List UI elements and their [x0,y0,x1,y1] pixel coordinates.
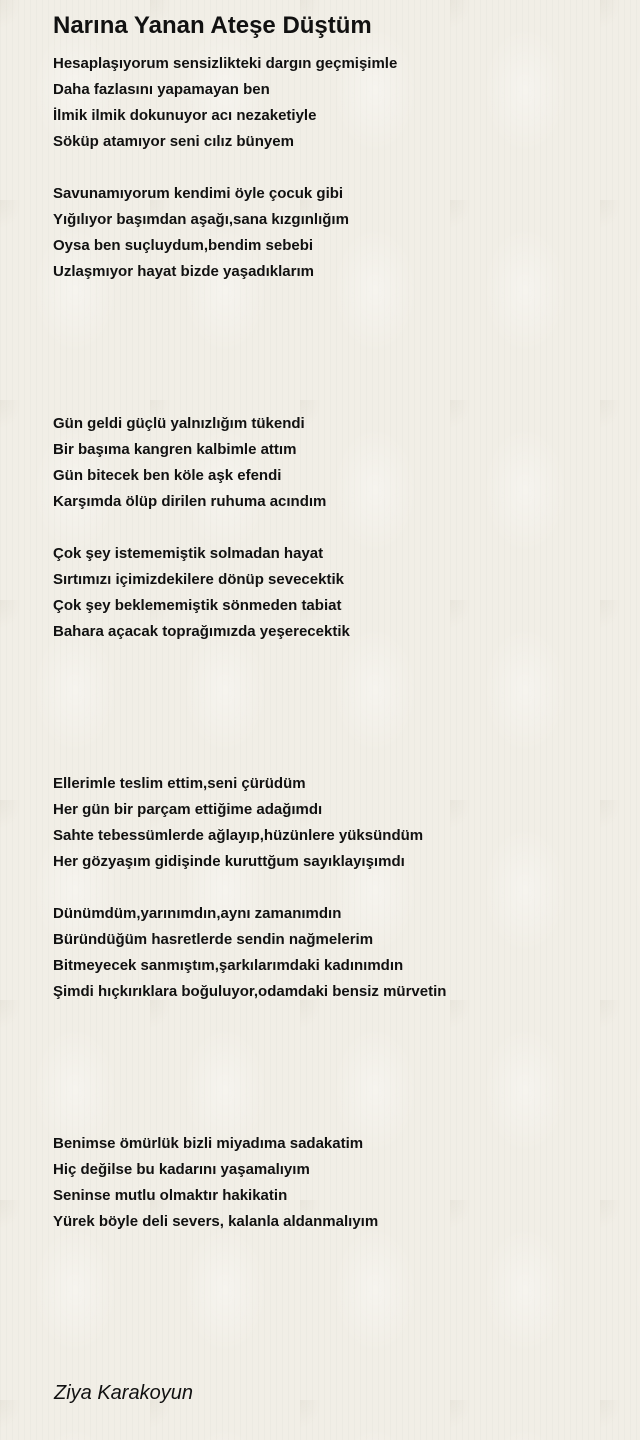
poem-line: Hesaplaşıyorum sensizlikteki dargın geçmişimle [53,55,398,72]
poem-line: Karşımda ölüp dirilen ruhuma acındım [53,493,327,510]
poem-line: Oysa ben suçluydum,bendim sebebi [53,237,314,254]
poem-line: Ellerimle teslim ettim,seni çürüdüm [53,775,306,792]
poem-line: Bitmeyecek sanmıştım,şarkılarımdaki kadınımdın [53,957,404,974]
poem-line: Her gözyaşım gidişinde kuruttğum sayıklayışımdı [53,853,405,870]
poem-line: Sahte tebessümlerde ağlayıp,hüzünlere yüksündüm [53,827,424,844]
poem-line: Seninse mutlu olmaktır hakikatin [53,1187,288,1204]
poem-title: Narına Yanan Ateşe Düştüm [53,12,372,39]
poem-line: Çok şey beklememiştik sönmeden tabiat [53,597,342,614]
poem-line: Sırtımızı içimizdekilere dönüp sevecektik [53,571,344,588]
poem-line: Savunamıyorum kendimi öyle çocuk gibi [53,185,344,202]
poem-line: Benimse ömürlük bizli miyadıma sadakatim [53,1135,364,1152]
poem-line: Uzlaşmıyor hayat bizde yaşadıklarım [53,263,314,280]
poem-line: Dünümdüm,yarınımdın,aynı zamanımdın [53,905,342,922]
poem-line: Çok şey istememiştik solmadan hayat [53,545,324,562]
poem-line: Gün geldi güçlü yalnızlığım tükendi [53,415,305,432]
poem-line: Yığılıyor başımdan aşağı,sana kızgınlığım [53,211,349,228]
poem-line: Daha fazlasını yapamayan ben [53,81,270,98]
poem-line: Gün bitecek ben köle aşk efendi [53,467,282,484]
poem-line: Söküp atamıyor seni cılız bünyem [53,133,294,150]
poem-line: Hiç değilse bu kadarını yaşamalıyım [53,1161,310,1178]
author-name: Ziya Karakoyun [54,1382,193,1404]
poem-line: Büründüğüm hasretlerde sendin nağmelerim [53,931,374,948]
poem-line: İlmik ilmik dokunuyor acı nezaketiyle [53,107,317,124]
poem-line: Yürek böyle deli severs, kalanla aldanmalıyım [53,1213,379,1230]
poem-line: Şimdi hıçkırıklara boğuluyor,odamdaki bensiz mürvetin [53,983,447,1000]
poem-line: Bir başıma kangren kalbimle attım [53,441,297,458]
poem-line: Her gün bir parçam ettiğime adağımdı [53,801,323,818]
poem-line: Bahara açacak toprağımızda yeşerecektik [53,623,350,640]
